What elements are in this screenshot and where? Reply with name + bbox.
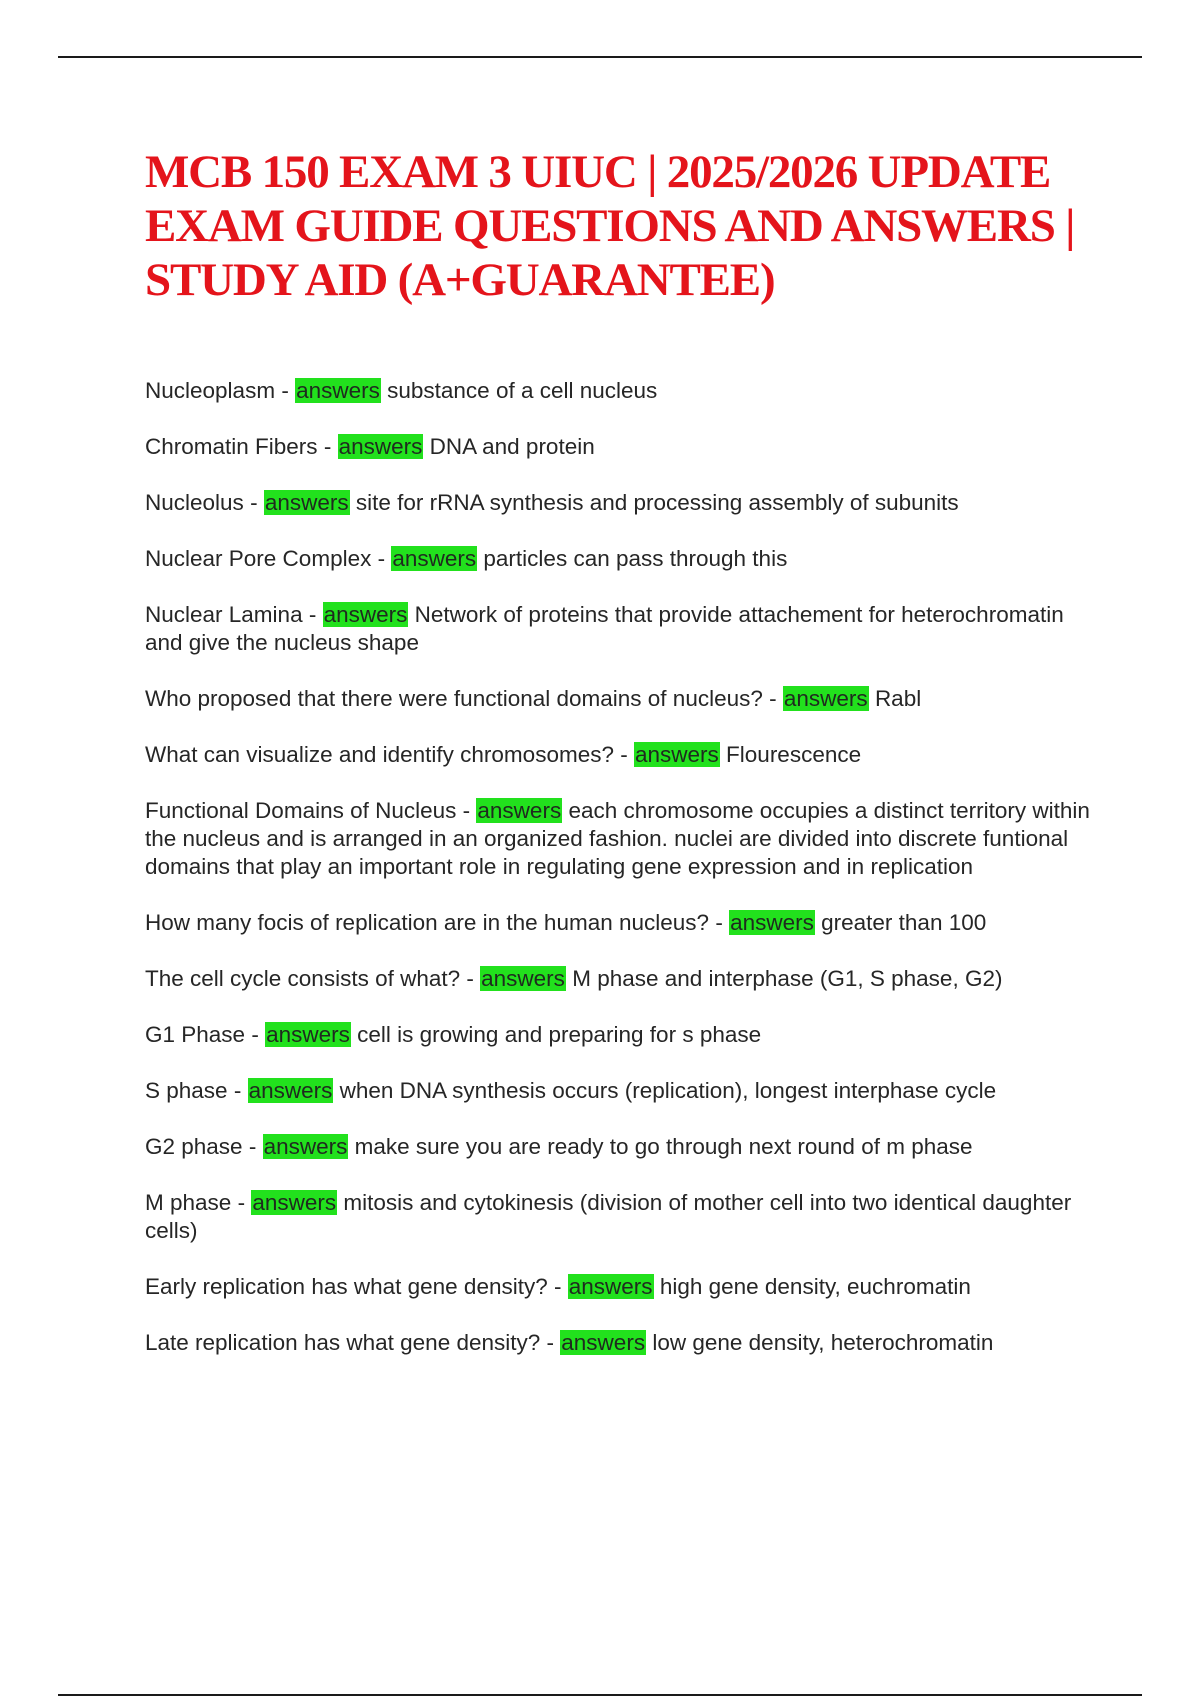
bottom-rule [58,1694,1142,1696]
qa-term: Functional Domains of Nucleus [145,798,457,823]
document-title: MCB 150 EXAM 3 UIUC | 2025/2026 UPDATE EXAM GUIDE QUESTIONS AND ANSWERS | STUDY AID (A+GUARANTEE) [145,146,1075,306]
qa-item [145,1189,1090,1245]
qa-item [145,741,1090,769]
qa-item [145,685,1090,713]
qa-answer: high gene density, euchromatin [659,1274,971,1299]
answers-highlight: answers [481,966,565,991]
answers-highlight: answers [252,1190,337,1215]
qa-separator: - [231,1190,252,1215]
qa-separator: - [275,378,296,403]
qa-item [145,909,1090,937]
answers-highlight: answers [634,742,719,767]
qa-item [145,1329,1090,1357]
answers-highlight: answers [477,798,562,823]
answers-highlight: answers [266,1022,350,1047]
qa-separator: - [547,1274,568,1299]
qa-answer: Network of proteins that provide attachement for heterochromatin and give the nucleus shape [145,602,1064,655]
qa-item [145,433,1090,461]
qa-item [145,545,1090,573]
qa-separator: - [460,966,481,991]
qa-separator: - [302,602,323,627]
qa-item [145,965,1090,993]
answers-highlight: answers [338,434,423,459]
qa-list [145,377,1090,1385]
qa-answer: low gene density, heterochromatin [652,1330,994,1355]
qa-item [145,489,1090,517]
qa-term: Nucleolus [145,490,244,515]
qa-item [145,1273,1090,1301]
qa-separator: - [456,798,477,823]
qa-term: Who proposed that there were functional domains of nucleus? [145,686,763,711]
qa-answer: Flourescence [726,742,862,767]
qa-separator: - [540,1330,561,1355]
qa-item [145,1077,1090,1105]
qa-answer: particles can pass through this [483,546,788,571]
qa-term: G1 Phase [145,1022,246,1047]
qa-term: Nuclear Lamina [145,602,303,627]
qa-term: Nuclear Pore Complex [145,546,372,571]
answers-highlight: answers [264,490,349,515]
qa-separator: - [709,910,730,935]
qa-term: S phase [145,1078,228,1103]
qa-answer: substance of a cell nucleus [387,378,658,403]
qa-term: How many focis of replication are in the human nucleus? [145,910,710,935]
qa-item [145,601,1090,657]
answers-highlight: answers [392,546,477,571]
qa-answer: M phase and interphase (G1, S phase, G2) [572,966,1003,991]
qa-answer: make sure you are ready to go through next round of m phase [354,1134,973,1159]
qa-answer: DNA and protein [429,434,595,459]
qa-item [145,797,1090,881]
answers-highlight: answers [263,1134,348,1159]
qa-separator: - [317,434,338,459]
qa-answer: mitosis and cytokinesis (division of mother cell into two identical daughter cells) [145,1190,1072,1243]
qa-separator: - [242,1134,263,1159]
qa-answer: Rabl [874,686,922,711]
answers-highlight: answers [323,602,408,627]
qa-separator: - [245,1022,266,1047]
qa-term: What can visualize and identify chromosomes? [145,742,614,767]
qa-term: Late replication has what gene density? [145,1330,541,1355]
qa-item [145,377,1090,405]
qa-term: The cell cycle consists of what? [145,966,461,991]
qa-term: Early replication has what gene density? [145,1274,548,1299]
qa-item [145,1133,1090,1161]
qa-term: Chromatin Fibers [145,434,318,459]
answers-highlight: answers [568,1274,653,1299]
qa-term: Nucleoplasm [145,378,276,403]
qa-separator: - [371,546,392,571]
qa-answer: cell is growing and preparing for s phase [357,1022,762,1047]
qa-term: M phase [145,1190,232,1215]
qa-separator: - [613,742,634,767]
qa-item [145,1021,1090,1049]
qa-separator: - [243,490,264,515]
answers-highlight: answers [730,910,814,935]
qa-separator: - [227,1078,248,1103]
answers-highlight: answers [296,378,380,403]
qa-answer: each chromosome occupies a distinct territory within the nucleus and is arranged in an organized fashion. nuclei are divided into discrete funtional domains that play an important role in regulating gene expression and in replication [145,798,1090,879]
qa-answer: when DNA synthesis occurs (replication), longest interphase cycle [339,1078,997,1103]
qa-answer: site for rRNA synthesis and processing assembly of subunits [355,490,959,515]
qa-term: G2 phase [145,1134,243,1159]
top-rule [58,56,1142,58]
answers-highlight: answers [783,686,868,711]
answers-highlight: answers [248,1078,333,1103]
qa-separator: - [762,686,783,711]
qa-answer: greater than 100 [821,910,987,935]
answers-highlight: answers [561,1330,646,1355]
